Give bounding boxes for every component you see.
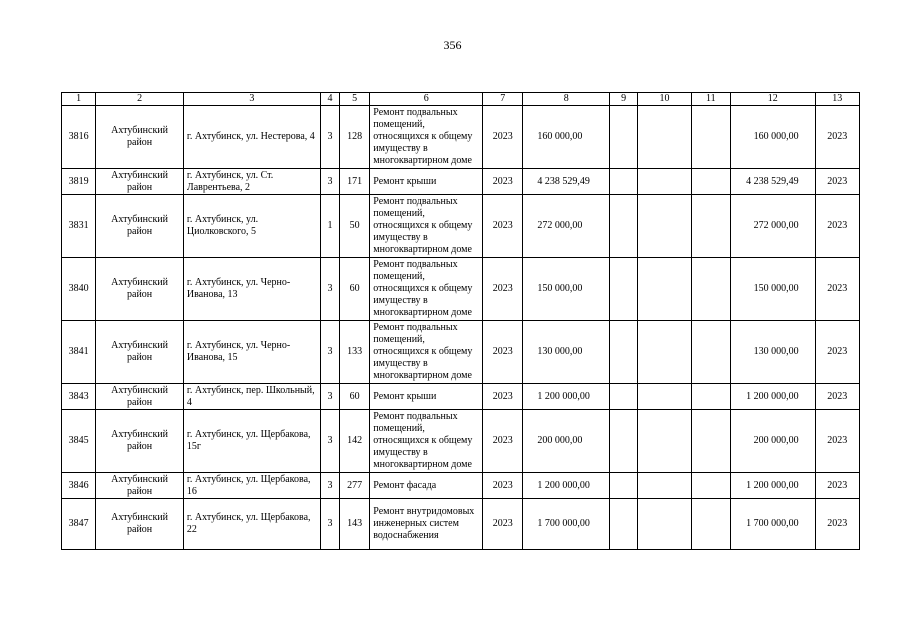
col9-cell [610, 321, 638, 384]
col9-cell [610, 384, 638, 410]
col13-year-cell: 2023 [815, 169, 859, 195]
address-cell: г. Ахтубинск, ул. Циолковского, 5 [183, 195, 320, 258]
col5-cell: 60 [340, 384, 370, 410]
col12-amount-cell: 200 000,00 [730, 410, 815, 473]
work-type-cell: Ремонт подвальных помещений, относящихся к общему имуществу в многоквартирном доме [370, 106, 483, 169]
table-row [62, 473, 860, 499]
col10-cell [638, 169, 691, 195]
col13-year-cell: 2023 [815, 321, 859, 384]
col11-cell [691, 384, 730, 410]
district-cell: Ахтубинский район [96, 169, 184, 195]
year-cell: 2023 [483, 106, 523, 169]
col5-cell: 142 [340, 410, 370, 473]
address-cell: г. Ахтубинск, ул. Черно-Иванова, 15 [183, 321, 320, 384]
amount-cell: 4 238 529,49 [523, 169, 610, 195]
col10-cell [638, 106, 691, 169]
col4-cell: 3 [320, 384, 339, 410]
work-type-cell: Ремонт крыши [370, 384, 483, 410]
table-row [62, 169, 860, 195]
page-number: 356 [443, 38, 462, 52]
col13-year-cell: 2023 [815, 258, 859, 321]
col11-cell [691, 499, 730, 550]
address-cell: г. Ахтубинск, пер. Школьный, 4 [183, 384, 320, 410]
col4-cell: 1 [320, 195, 339, 258]
col10-cell [638, 499, 691, 550]
column-header: 3 [183, 93, 320, 106]
district-cell: Ахтубинский район [96, 195, 184, 258]
col11-cell [691, 321, 730, 384]
col4-cell: 3 [320, 258, 339, 321]
year-cell: 2023 [483, 499, 523, 550]
column-header: 5 [340, 93, 370, 106]
col9-cell [610, 473, 638, 499]
row-id: 3840 [62, 258, 96, 321]
col4-cell: 3 [320, 106, 339, 169]
work-type-cell: Ремонт крыши [370, 169, 483, 195]
col5-cell: 60 [340, 258, 370, 321]
col13-year-cell: 2023 [815, 410, 859, 473]
year-cell: 2023 [483, 384, 523, 410]
row-id: 3816 [62, 106, 96, 169]
district-cell: Ахтубинский район [96, 258, 184, 321]
year-cell: 2023 [483, 169, 523, 195]
column-header: 1 [62, 93, 96, 106]
row-id: 3843 [62, 384, 96, 410]
column-header: 4 [320, 93, 339, 106]
col12-amount-cell: 1 700 000,00 [730, 499, 815, 550]
district-cell: Ахтубинский район [96, 410, 184, 473]
row-id: 3847 [62, 499, 96, 550]
col13-year-cell: 2023 [815, 499, 859, 550]
column-header: 6 [370, 93, 483, 106]
col13-year-cell: 2023 [815, 473, 859, 499]
col4-cell: 3 [320, 169, 339, 195]
amount-cell: 1 200 000,00 [523, 473, 610, 499]
district-cell: Ахтубинский район [96, 106, 184, 169]
col9-cell [610, 258, 638, 321]
work-type-cell: Ремонт фасада [370, 473, 483, 499]
col5-cell: 50 [340, 195, 370, 258]
col9-cell [610, 499, 638, 550]
year-cell: 2023 [483, 258, 523, 321]
district-cell: Ахтубинский район [96, 321, 184, 384]
amount-cell: 272 000,00 [523, 195, 610, 258]
col12-amount-cell: 150 000,00 [730, 258, 815, 321]
year-cell: 2023 [483, 321, 523, 384]
work-type-cell: Ремонт подвальных помещений, относящихся к общему имуществу в многоквартирном доме [370, 258, 483, 321]
col4-cell: 3 [320, 321, 339, 384]
col12-amount-cell: 1 200 000,00 [730, 473, 815, 499]
amount-cell: 1 700 000,00 [523, 499, 610, 550]
col9-cell [610, 106, 638, 169]
amount-cell: 1 200 000,00 [523, 384, 610, 410]
year-cell: 2023 [483, 410, 523, 473]
work-type-cell: Ремонт подвальных помещений, относящихся к общему имуществу в многоквартирном доме [370, 410, 483, 473]
col12-amount-cell: 160 000,00 [730, 106, 815, 169]
amount-cell: 130 000,00 [523, 321, 610, 384]
work-type-cell: Ремонт внутридомовых инженерных систем водоснабжения [370, 499, 483, 550]
address-cell: г. Ахтубинск, ул. Черно-Иванова, 13 [183, 258, 320, 321]
address-cell: г. Ахтубинск, ул. Щербакова, 15г [183, 410, 320, 473]
table-row [62, 195, 860, 258]
col5-cell: 128 [340, 106, 370, 169]
col11-cell [691, 169, 730, 195]
col9-cell [610, 195, 638, 258]
col5-cell: 133 [340, 321, 370, 384]
col10-cell [638, 473, 691, 499]
col11-cell [691, 106, 730, 169]
district-cell: Ахтубинский район [96, 384, 184, 410]
col10-cell [638, 321, 691, 384]
col10-cell [638, 384, 691, 410]
capital-repair-table [61, 92, 860, 550]
col12-amount-cell: 4 238 529,49 [730, 169, 815, 195]
column-header: 8 [523, 93, 610, 106]
table-row [62, 106, 860, 169]
amount-cell: 160 000,00 [523, 106, 610, 169]
address-cell: г. Ахтубинск, ул. Щербакова, 22 [183, 499, 320, 550]
address-cell: г. Ахтубинск, ул. Ст. Лаврентьева, 2 [183, 169, 320, 195]
col10-cell [638, 410, 691, 473]
col10-cell [638, 258, 691, 321]
row-id: 3845 [62, 410, 96, 473]
col5-cell: 143 [340, 499, 370, 550]
table-row [62, 410, 860, 473]
col12-amount-cell: 130 000,00 [730, 321, 815, 384]
year-cell: 2023 [483, 473, 523, 499]
col11-cell [691, 410, 730, 473]
column-number-header-row [62, 93, 860, 106]
column-header: 9 [610, 93, 638, 106]
col9-cell [610, 410, 638, 473]
column-header: 12 [730, 93, 815, 106]
col13-year-cell: 2023 [815, 384, 859, 410]
col13-year-cell: 2023 [815, 195, 859, 258]
table-row [62, 321, 860, 384]
col12-amount-cell: 272 000,00 [730, 195, 815, 258]
row-id: 3841 [62, 321, 96, 384]
district-cell: Ахтубинский район [96, 473, 184, 499]
column-header: 7 [483, 93, 523, 106]
column-header: 13 [815, 93, 859, 106]
table-row [62, 384, 860, 410]
work-type-cell: Ремонт подвальных помещений, относящихся к общему имуществу в многоквартирном доме [370, 321, 483, 384]
col11-cell [691, 473, 730, 499]
column-header: 11 [691, 93, 730, 106]
work-type-cell: Ремонт подвальных помещений, относящихся к общему имуществу в многоквартирном доме [370, 195, 483, 258]
col13-year-cell: 2023 [815, 106, 859, 169]
col5-cell: 277 [340, 473, 370, 499]
col4-cell: 3 [320, 499, 339, 550]
row-id: 3831 [62, 195, 96, 258]
col11-cell [691, 258, 730, 321]
row-id: 3846 [62, 473, 96, 499]
column-header: 2 [96, 93, 184, 106]
address-cell: г. Ахтубинск, ул. Щербакова, 16 [183, 473, 320, 499]
amount-cell: 150 000,00 [523, 258, 610, 321]
amount-cell: 200 000,00 [523, 410, 610, 473]
column-header: 10 [638, 93, 691, 106]
year-cell: 2023 [483, 195, 523, 258]
row-id: 3819 [62, 169, 96, 195]
col4-cell: 3 [320, 410, 339, 473]
col4-cell: 3 [320, 473, 339, 499]
col10-cell [638, 195, 691, 258]
col9-cell [610, 169, 638, 195]
table-row [62, 258, 860, 321]
col5-cell: 171 [340, 169, 370, 195]
col11-cell [691, 195, 730, 258]
table-row [62, 499, 860, 550]
col12-amount-cell: 1 200 000,00 [730, 384, 815, 410]
district-cell: Ахтубинский район [96, 499, 184, 550]
address-cell: г. Ахтубинск, ул. Нестерова, 4 [183, 106, 320, 169]
